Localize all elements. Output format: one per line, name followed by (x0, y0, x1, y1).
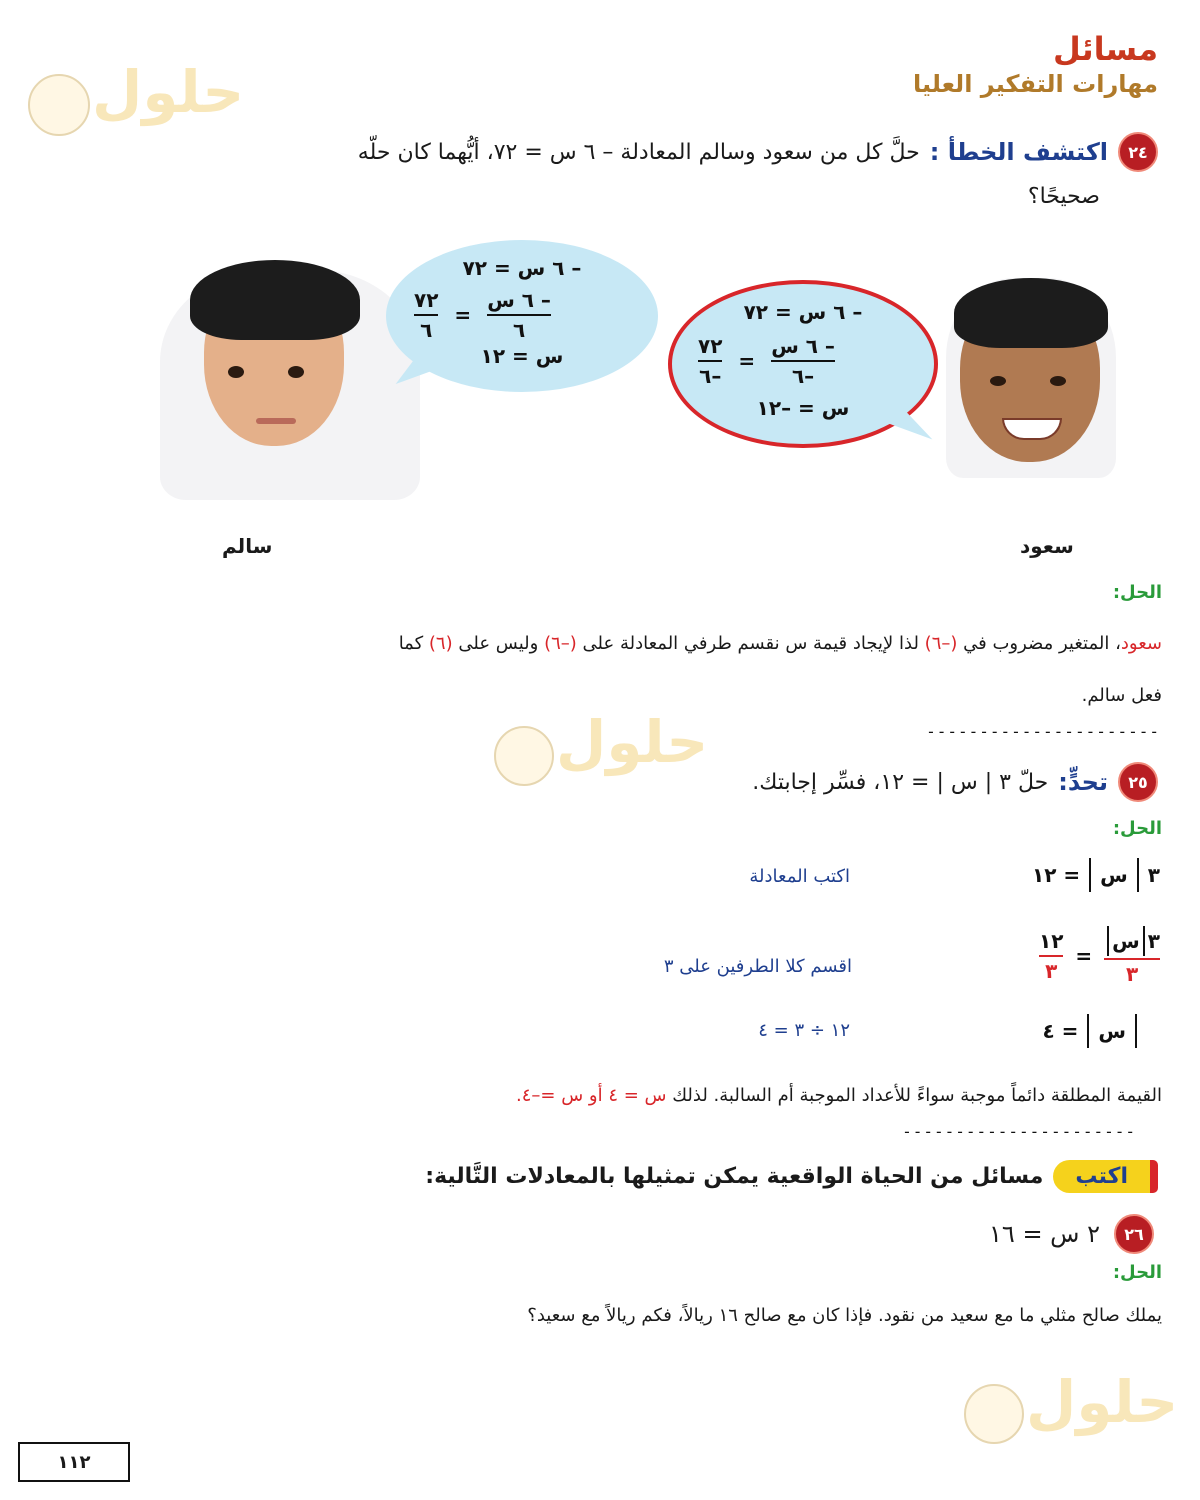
fraction-numerator: ١٢ (1038, 929, 1064, 953)
watermark-logo-icon (494, 726, 554, 786)
question-label: اكتشف الخطأ : (929, 138, 1108, 166)
saud-illustration (946, 278, 1116, 478)
solution-text: كما (398, 633, 424, 654)
salem-hair (190, 260, 360, 340)
bubble-fraction-line: $\frac{\text{– ٦ س}}{-٦}$ = $\frac{٧٢}{-٦}$ (698, 334, 835, 388)
solution-paragraph (102, 630, 1162, 659)
question-text: حلَّ كل من سعود وسالم المعادلة – ٦ س = ٧٢، أيُّهما كان حلّه (357, 139, 920, 165)
watermark-text: حلول (92, 58, 245, 126)
question-text: حلّ ٣ | س | = ١٢، فسِّر إجابتك. (752, 769, 1049, 795)
question-26 (989, 1214, 1154, 1254)
write-section-heading (425, 1160, 1158, 1193)
write-section-text: مسائل من الحياة الواقعية يمكن تمثيلها بالمعادلات التَّالية: (425, 1164, 1044, 1189)
bubble-fraction-line: $\frac{\text{– ٦ س}}{٦}$ = $\frac{٧٢}{٦}$ (414, 288, 551, 342)
fraction-denominator: ٦ (420, 318, 433, 342)
saud-eye-right (1050, 376, 1066, 386)
watermark-logo-icon (28, 74, 90, 136)
write-badge: اكتب (1053, 1160, 1158, 1193)
fraction-numerator: – ٦ س (771, 334, 835, 358)
step3-note: ١٢ ÷ ٣ = ٤ (758, 1020, 850, 1041)
watermark-text: حلول (1026, 1368, 1179, 1436)
bubble-equation-result: س = –١٢ (756, 396, 850, 420)
saud-hair (954, 278, 1108, 348)
bubble-equation-result: س = ١٢ (480, 344, 564, 368)
variable: س (1100, 863, 1128, 887)
solution-text: وليس على (458, 633, 539, 654)
step1-note: اكتب المعادلة (749, 866, 850, 887)
fraction-denominator: –٦ (791, 364, 815, 388)
step3-equation (1042, 1014, 1140, 1048)
equation-right-side: = ٤ (1042, 1019, 1079, 1043)
question-label: تحدٍّ: (1058, 768, 1108, 796)
section-divider: ---------------------- (926, 722, 1160, 741)
watermark-text: حلول (556, 708, 709, 776)
fraction-denominator: ٣ (1045, 959, 1058, 983)
solution-text: لذا لإيجاد قيمة س نقسم طرفي المعادلة على (582, 633, 919, 654)
question-number-badge: ٢٦ (1114, 1214, 1154, 1254)
saud-eye-left (990, 376, 1006, 386)
salem-eye-left (228, 366, 244, 378)
fraction-numerator: ٧٢ (414, 288, 439, 312)
question-25 (752, 762, 1158, 802)
solution-label: الحل: (1112, 582, 1162, 603)
explanation-text: القيمة المطلقة دائماً موجبة سواءً للأعداد الموجبة أم السالبة. لذلك (672, 1085, 1162, 1106)
question-text-continued: صحيحًا؟ (1027, 184, 1100, 209)
fraction-numerator: – ٦ س (487, 288, 551, 312)
solution-paragraph: يملك صالح مثلي ما مع سعيد من نقود. فإذا كان مع صالح ١٦ ريالاً، فكم ريالاً مع سعيد؟ (527, 1305, 1162, 1326)
step2-note: اقسم كلا الطرفين على ٣ (663, 956, 852, 977)
watermark-logo-icon (964, 1384, 1024, 1444)
page-number: ١١٢ (18, 1442, 130, 1482)
fraction-denominator: –٦ (699, 364, 722, 388)
solution-label: الحل: (1112, 818, 1162, 839)
coefficient: ٣ (1147, 863, 1160, 887)
question-number-badge: ٢٥ (1118, 762, 1158, 802)
fraction-numerator: ٧٢ (698, 334, 723, 358)
equation-right-side: = ١٢ (1032, 863, 1081, 887)
question-24 (138, 132, 1158, 172)
question-number-badge: ٢٤ (1118, 132, 1158, 172)
section-divider: ---------------------- (902, 1122, 1136, 1141)
explanation (516, 1082, 1162, 1111)
solution-highlight-value: (٦) (428, 633, 453, 654)
fraction-numerator: ٣ س (1104, 926, 1160, 956)
fraction-denominator: ٦ (512, 318, 526, 342)
step2-equation: ٣ س ٣ = $\frac{١٢}{٣}$ (1039, 926, 1160, 986)
step1-equation (1032, 858, 1160, 892)
bubble-equation-line1: – ٦ س = ٧٢ (743, 300, 863, 324)
solution-highlight-value: (–٦) (924, 633, 958, 654)
salem-mouth (256, 418, 296, 424)
fraction-denominator: ٣ (1125, 962, 1139, 986)
explanation-answer: س = ٤ أو س =–٤. (516, 1085, 667, 1106)
solution-text: ، المتغير مضروب في (963, 633, 1121, 654)
solution-label: الحل: (1112, 1262, 1162, 1283)
variable: س (1098, 1019, 1126, 1043)
question-equation: ٢ س = ١٦ (989, 1220, 1100, 1248)
salem-eye-right (288, 366, 304, 378)
salem-illustration (160, 270, 420, 500)
section-subtitle: مهارات التفكير العليا (913, 70, 1158, 98)
name-salem: سالم (222, 534, 273, 558)
solution-highlight-value: (–٦) (544, 633, 577, 654)
section-title: مسائل (1053, 30, 1158, 68)
solution-highlight-name: سعود (1120, 633, 1162, 654)
solution-paragraph-continued: فعل سالم. (1081, 685, 1162, 706)
bubble-equation-line1: – ٦ س = ٧٢ (462, 256, 582, 280)
name-saud: سعود (1020, 534, 1074, 558)
